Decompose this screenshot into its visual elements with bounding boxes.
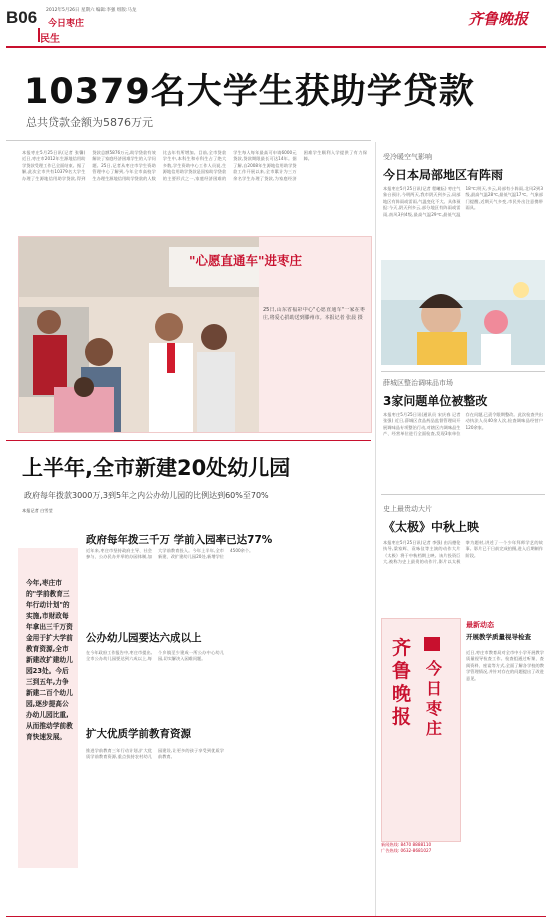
story2-sub1: 政府每年拨三千万 学前入园率已达77% xyxy=(86,534,273,546)
header-rule xyxy=(6,46,546,48)
story2-body1: 近年来,枣庄市坚持政府主导、社会参与、公办民办并举的办园体制,加大学前教育投入。今年上半年,全市新建、改扩建幼儿园20处,新增学位4500余个。 xyxy=(86,548,254,560)
story2-headline: 上半年,全市新建20处幼儿园 xyxy=(22,456,291,480)
masthead-logo: 齐鲁晚报 xyxy=(468,10,529,28)
footer-rule xyxy=(6,916,546,917)
ad-label: 广告热线: xyxy=(381,848,400,854)
movie-headline: 《太极》中秋上映 xyxy=(383,520,480,534)
ad-hotlines xyxy=(381,842,461,855)
story2-sub3: 扩大优质学前教育资源 xyxy=(86,728,191,740)
right-rule-2 xyxy=(381,494,545,495)
story2-subhead: 政府每年拨款3000万,3到5年之内公办幼儿园的比例达到60%至70% xyxy=(24,491,269,500)
lead-rule xyxy=(6,140,371,141)
pullquote-box xyxy=(18,548,78,868)
ad-box xyxy=(381,618,461,842)
photo-box-title: "心愿直通车"进枣庄 xyxy=(189,253,303,268)
market-body: 本报枣庄5月25日讯(通讯员 宋庆春 记者 张强) 近日,薛城区食品药品监督管理局开展调味品专项整治行动,对辖区内调味品生产、经营单位进行全面检查,发现3家单位存在问题,已责令限期整改。此次检查共出动执法人员40余人次,检查调味品经营户120余家。 xyxy=(383,412,543,437)
photo-box-caption: 25日,山东省福彩中心"心愿直通车"一家在枣庄,将爱心捐助送到滕州市。本报记者 张晨 摄 xyxy=(263,307,365,321)
date-line: 2012年5月26日 星期六 编辑:李强 组版:马龙 xyxy=(46,8,137,13)
section-label-bottom: 民生 xyxy=(40,34,60,45)
brief-title: 最新动态 xyxy=(466,621,494,629)
story2-body2: 在今年政府工作报告中,枣庄市提出,全市公办幼儿园要达到六成以上,每个乡镇至少建成一所公办中心幼儿园,切实解决入园难问题。 xyxy=(86,650,224,662)
market-kicker: 薛城区整治调味品市场 xyxy=(383,379,453,387)
photo-box xyxy=(18,236,372,433)
story2-body3: 推进学前教育三年行动计划,扩大优质学前教育资源,重点扶持农村幼儿园建设,让更多的孩子享受到优质学前教育。 xyxy=(86,748,224,760)
brief-body: 近日,枣庄市教育局对全市中小学开展教学质量视导检查工作。检查组通过听课、查阅资料、座谈等方式,全面了解各学校的教学管理情况,并针对存在的问题提出了改进意见。 xyxy=(466,650,544,681)
story2-sub2: 公办幼儿园要达六成以上 xyxy=(86,632,202,644)
header-accent-bar xyxy=(38,28,40,42)
story2-byline: 本报记者 白雪莹 xyxy=(22,508,53,513)
right-rule-1 xyxy=(381,371,545,372)
movie-body: 本报枣庄5月25日讯(记者 李强) 由冯德伦执导,梁家辉、袁咏仪等主演的动作大片《太极》将于中秋档期上映。该片投资巨大,被称为史上最贵的动作片,影片以太极拳为题材,讲述了一个少年拜师学艺的故事。影片已于日前完成拍摄,进入后期制作阶段。 xyxy=(383,540,543,565)
lead-headline: 10379名大学生获助学贷款 xyxy=(24,72,475,112)
hotline-number: 8470 8888110 xyxy=(400,842,432,847)
ad-brand: 齐鲁晚报 xyxy=(392,637,412,728)
ad-seal xyxy=(424,637,440,651)
lead-subhead: 总共贷款金额为5876万元 xyxy=(26,116,153,129)
weather-kicker: 受冷暖空气影响 xyxy=(383,153,432,161)
ad-phone: 0632-8681027 xyxy=(400,848,432,854)
column-divider xyxy=(375,142,376,917)
brief-headline: 开展教学质量视导检查 xyxy=(466,633,531,641)
movie-kicker: 史上最贵动大片 xyxy=(383,505,432,513)
hotline-label: 新闻热线: xyxy=(381,842,400,847)
story2-top-rule xyxy=(6,440,371,441)
weather-body: 本报枣庄5月25日讯(记者 程曦耘) 枣庄气象台预计,今明两天,我市阴天到多云,局部地区有阵雨或雷雨,气温变化不大。具体预报:今天,阴天到多云,部分地区有阵雨或雷雨,南风3到4级,最高气温29℃,最低气温18℃;明天,多云,局部有小阵雨,北风2到3级,最高气温28℃,最低气温17℃。气象部门提醒,近期天气多变,市民外出注意携带雨具。 xyxy=(383,186,543,217)
lead-body: 本报枣庄5月25日讯(记者 张馨) 近日,枣庄市2012年生源地信用助学贷款受理工作已全面结束。据了解,此次全市共有10379名大学生办理了生源地信用助学贷款,得到贷款总额5876万元,助学贷款有效解决了家庭经济困难学生的入学问题。25日,记者从枣庄市学生资助管理中心了解到,今年全市高校学生办理生源地信用助学贷款的人数比去年有所增加。目前,全市贷款学生中,本科生和专科生占了绝大多数,学生资助中心工作人员说,生源地信用助学贷款是国家助学贷款的主要形式之一,家庭经济困难的学生每人每年最高可申请6000元贷款,贷款期限最长可达14年。据了解,自2008年生源地信用助学贷款工作开展以来,全市累计为三万余名学生办理了贷款,为家庭经济困难学生顺利入学提供了有力保障。 xyxy=(22,150,367,181)
page-code: B06 xyxy=(6,8,38,27)
market-headline: 3家问题单位被整改 xyxy=(383,394,488,408)
ad-slogan: 今日枣庄 xyxy=(426,659,443,738)
pullquote-text: 今年,枣庄市的"学前教育三年行动计划"的实施,市财政每年拿出三千万资金用于扩大学前教育资源,全市新建改扩建幼儿园23处。今后三到五年,力争新建二百个幼儿园,逐步提高公办幼儿园比重,从而推动学前教育快速发展。 xyxy=(26,579,73,741)
child-photo xyxy=(381,260,545,365)
weather-headline: 今日本局部地区有阵雨 xyxy=(383,168,504,182)
section-label-top: 今日枣庄 xyxy=(48,19,85,29)
